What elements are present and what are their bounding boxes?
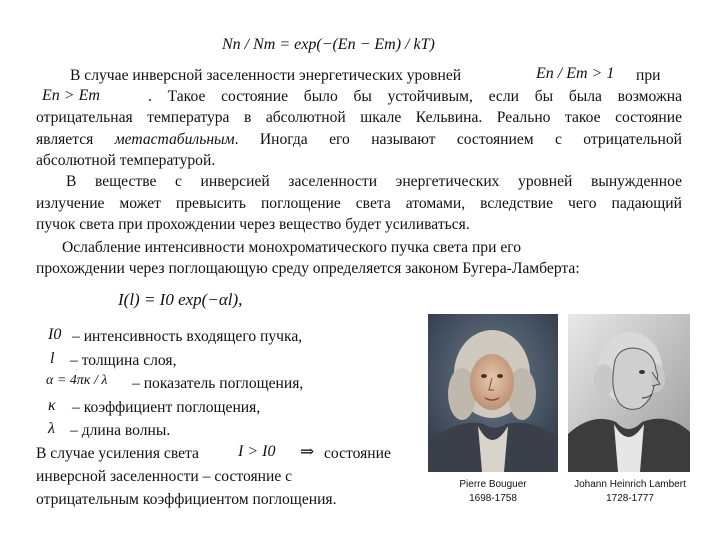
p1-line3: отрицательная температура в абсолютной шкале Кельвина. Реально такое состояние	[36, 109, 682, 126]
def-text-intensity: – интенсивность входящего пучка,	[72, 328, 303, 345]
energy-condition: En > Em	[42, 87, 100, 104]
p1-line1-b: при	[636, 67, 661, 84]
p3-line1: Ослабление интенсивности монохроматического пучка света при его	[62, 239, 522, 256]
def-text-lambda: – длина волны.	[70, 422, 171, 439]
conclusion-line1-a: В случае усиления света	[36, 445, 199, 462]
def-symbol-kappa: κ	[48, 397, 56, 414]
def-symbol-lambda: λ	[48, 420, 55, 437]
lambert-caption	[562, 478, 698, 506]
p1-line5: абсолютной температурой.	[36, 152, 216, 169]
ratio-condition: En / Em > 1	[536, 65, 615, 82]
lambert-portrait	[568, 314, 690, 472]
p1-line2: . Такое состояние было бы устойчивым, если бы была возможна	[148, 88, 682, 105]
p2-line2: излучение может превысить поглощение света атомами, вследствие чего падающий	[36, 195, 682, 212]
metastable-term: метастабильным	[114, 131, 235, 148]
p1-line4	[36, 130, 682, 150]
def-symbol-alpha: α = 4πκ / λ	[46, 373, 108, 388]
conclusion-line1-b: состояние	[324, 445, 391, 462]
bouguer-name: Pierre Bouguer	[459, 479, 527, 490]
bouguer-years: 1698-1758	[469, 493, 517, 504]
lambert-years: 1728-1777	[606, 493, 654, 504]
def-symbol-thickness: l	[50, 350, 55, 367]
def-symbol-intensity: I0	[48, 326, 62, 343]
p1-line4-a: является	[36, 131, 94, 148]
implies-arrow: ⇒	[300, 442, 315, 461]
p2-line1: В веществе с инверсией заселенности энергетических уровней вынужденное	[66, 173, 682, 190]
p1-line4-b: . Иногда его называют состоянием с отрицательной	[234, 131, 683, 148]
bouguer-caption	[432, 478, 554, 506]
def-text-kappa: – коэффициент поглощения,	[72, 399, 261, 416]
p2-line3: пучок света при прохождении через вещество будет усиливаться.	[36, 216, 470, 233]
def-text-thickness: – толщина слоя,	[70, 352, 177, 369]
boltzmann-formula: Nn / Nm = exp(−(En − Em) / kT)	[222, 36, 435, 53]
lambert-name: Johann Heinrich Lambert	[574, 479, 686, 490]
p1-line1-a: В случае инверсной заселенности энергетических уровней	[70, 67, 462, 84]
conclusion-line3: отрицательным коэффициентом поглощения.	[36, 491, 337, 508]
p3-line2: прохождении через поглощающую среду определяется законом Бугера-Ламберта:	[36, 260, 580, 277]
bouguer-portrait	[428, 314, 558, 472]
bouguer-lambert-formula: I(l) = I0 exp(−αl),	[118, 290, 243, 309]
conclusion-line2: инверсной заселенности – состояние с	[36, 468, 293, 485]
def-text-alpha: – показатель поглощения,	[132, 375, 304, 392]
gain-condition: I > I0	[238, 443, 276, 460]
